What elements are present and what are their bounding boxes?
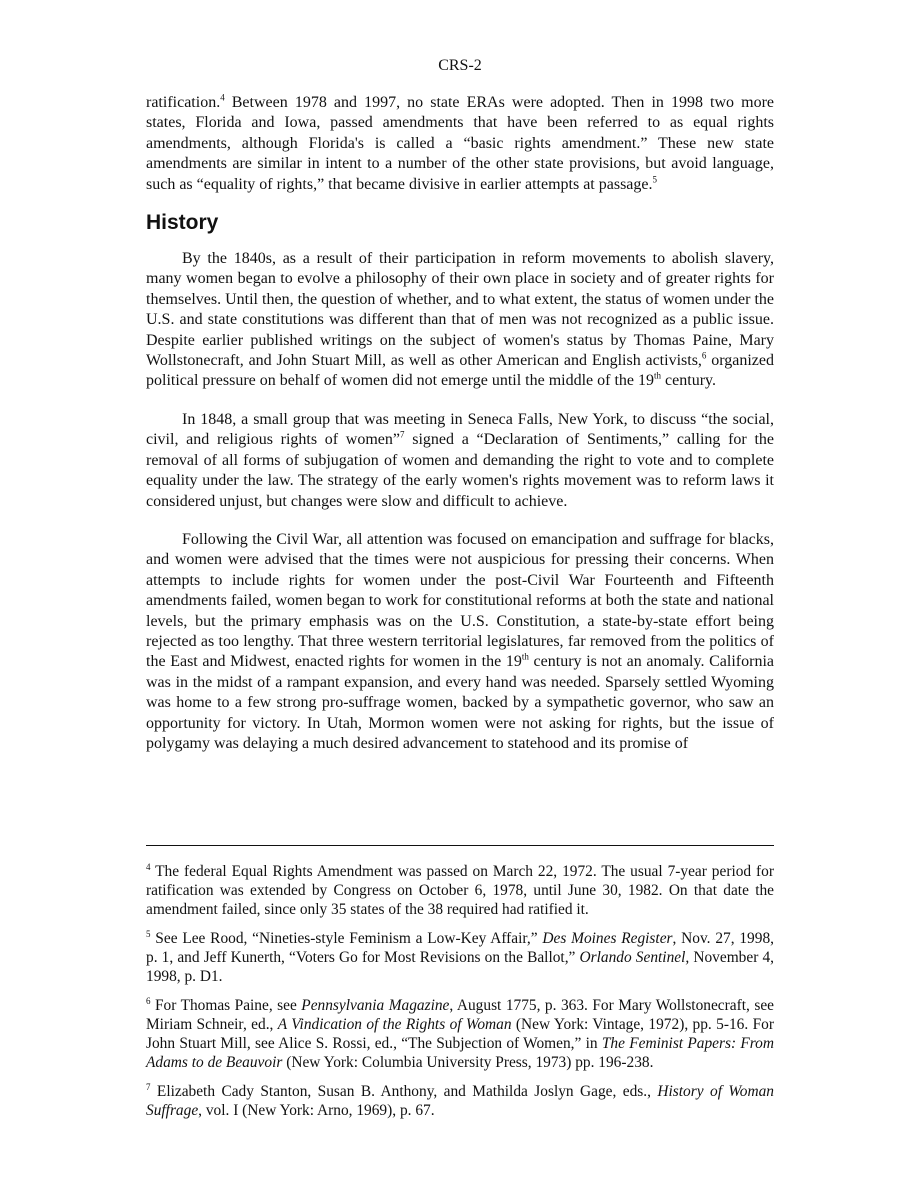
footnote-number: 4 [146, 861, 151, 872]
paragraph-text: signed a “Declaration of Sentiments,” calling for the removal of all forms of subjugation of women and demanding the right to vote and to complete equality under the law. The strategy of the early women's rights movement was to reform laws it considered unjust, but changes were slow and difficult to achieve. [146, 431, 774, 510]
paragraph-text: century. [661, 372, 716, 390]
paragraph-history-1 [146, 249, 774, 392]
footnote-text: , August 1775, p. 363. For Mary Wollstonecraft, see Miriam Schneir, ed., [146, 997, 774, 1033]
footnote-divider [146, 845, 774, 846]
paragraph-history-3 [146, 530, 774, 754]
footnote-number: 5 [146, 928, 151, 939]
paragraph-text: In 1848, a small group that was meeting in Seneca Falls, New York, to discuss “the social, civil, and religious rights of women” [146, 410, 774, 449]
ordinal-suffix: th [654, 371, 662, 382]
footnote-text: , Nov. 27, 1998, p. 1, and Jeff Kunerth, “Voters Go for Most Revisions on the Ballot,” [146, 930, 774, 966]
paragraph-text: By the 1840s, as a result of their participation in reform movements to abolish slavery, many women began to evolve a philosophy of their own place in society and of greater rights for themselves. Until then, the question of whether, and to what extent, the status of women under the U.S. and state constitutions was different than that of men was not recognized as a public issue. Despite earlier published writings on the subject of women's status by Thomas Paine, Mary Wollstonecraft, and John Stuart Mill, as well as other American and English activists, [146, 250, 774, 370]
page-header: CRS-2 [438, 57, 482, 74]
footnote-text: , vol. I (New York: Arno, 1969), p. 67. [198, 1102, 435, 1119]
footnote-4 [146, 862, 774, 919]
footnote-text: (New York: Vintage, 1972), pp. 5-16. For John Stuart Mill, see Alice S. Rossi, ed., “The Subjection of Women,” in [146, 1016, 774, 1052]
body-content [146, 93, 774, 754]
footnote-ref-5[interactable]: 5 [652, 174, 657, 185]
paragraph-text: Following the Civil War, all attention was focused on emancipation and suffrage for blacks, and women were advised that the times were not auspicious for pressing their concerns. When attempts to include rights for women under the post-Civil War Fourteenth and Fifteenth amendments failed, women began to work for constitutional reforms at both the state and national levels, but the primary emphasis was on the U.S. Constitution, a state-by-state effort being rejected as too lengthy. That three western territorial legislatures, far removed from the politics of the East and Midwest, enacted rights for women in the 19 [146, 530, 774, 671]
footnote-text: Elizabeth Cady Stanton, Susan B. Anthony, and Mathilda Joslyn Gage, eds., [150, 1083, 658, 1100]
footnote-ref-7[interactable]: 7 [400, 429, 405, 440]
footnote-6 [146, 996, 774, 1072]
paragraph-text: ratification. [146, 94, 221, 111]
footnote-5 [146, 929, 774, 986]
section-heading-history: History [146, 211, 219, 235]
footnote-number: 6 [146, 995, 151, 1006]
footnote-text: November 4, 1998, p. D1. [146, 949, 774, 985]
paragraph-intro [146, 93, 774, 195]
paragraph-text: Between 1978 and 1997, no state ERAs were adopted. Then in 1998 two more states, Florida and Iowa, passed amendments that have been referred to as equal rights amendments, although Florida's is called a “basic rights amendment.” These new state amendments are similar in intent to a number of the other state provisions, but avoid language, such as “equality of rights,” that became divisive in earlier attempts at passage. [146, 94, 774, 193]
paragraph-text: organized political pressure on behalf of women did not emerge until the middle of the 19 [146, 352, 774, 390]
footnote-7 [146, 1082, 774, 1120]
citation-title: Pennsylvania Magazine [301, 997, 450, 1014]
citation-title: Orlando Sentinel, [579, 949, 690, 966]
citation-title: The Feminist Papers: From Adams to de Beauvoir [146, 1035, 774, 1071]
footnote-text: The federal Equal Rights Amendment was passed on March 22, 1972. The usual 7-year period for ratification was extended by Congress on October 6, 1978, until June 30, 1982. On that date the amendment failed, since only 35 states of the 38 required had ratified it. [146, 863, 774, 918]
footnote-text: For Thomas Paine, see [150, 997, 302, 1014]
citation-title: History of Woman Suffrage [146, 1083, 774, 1119]
paragraph-history-2 [146, 410, 774, 512]
footnote-ref-4[interactable]: 4 [220, 92, 225, 103]
citation-title: Des Moines Register [542, 930, 673, 947]
citation-title: A Vindication of the Rights of Woman [277, 1016, 512, 1033]
footnote-text: (New York: Columbia University Press, 1973) pp. 196-238. [282, 1054, 654, 1071]
footnote-number: 7 [146, 1081, 151, 1092]
footnote-ref-6[interactable]: 6 [701, 350, 707, 361]
footnotes-section [146, 845, 774, 1130]
ordinal-suffix: th [521, 652, 529, 663]
footnote-text: See Lee Rood, “Nineties-style Feminism a Low-Key Affair,” [150, 930, 543, 947]
paragraph-text: century is not an anomaly. California was in the midst of a rampant expansion, and every hand was needed. Sparsely settled Wyoming was home to a few strong pro-suffrage women, backed by a sympathetic governor, who saw an opportunity for victory. In Utah, Mormon women were not asking for rights, but the issue of polygamy was delaying a much desired advancement to statehood and its promise of [146, 653, 774, 752]
